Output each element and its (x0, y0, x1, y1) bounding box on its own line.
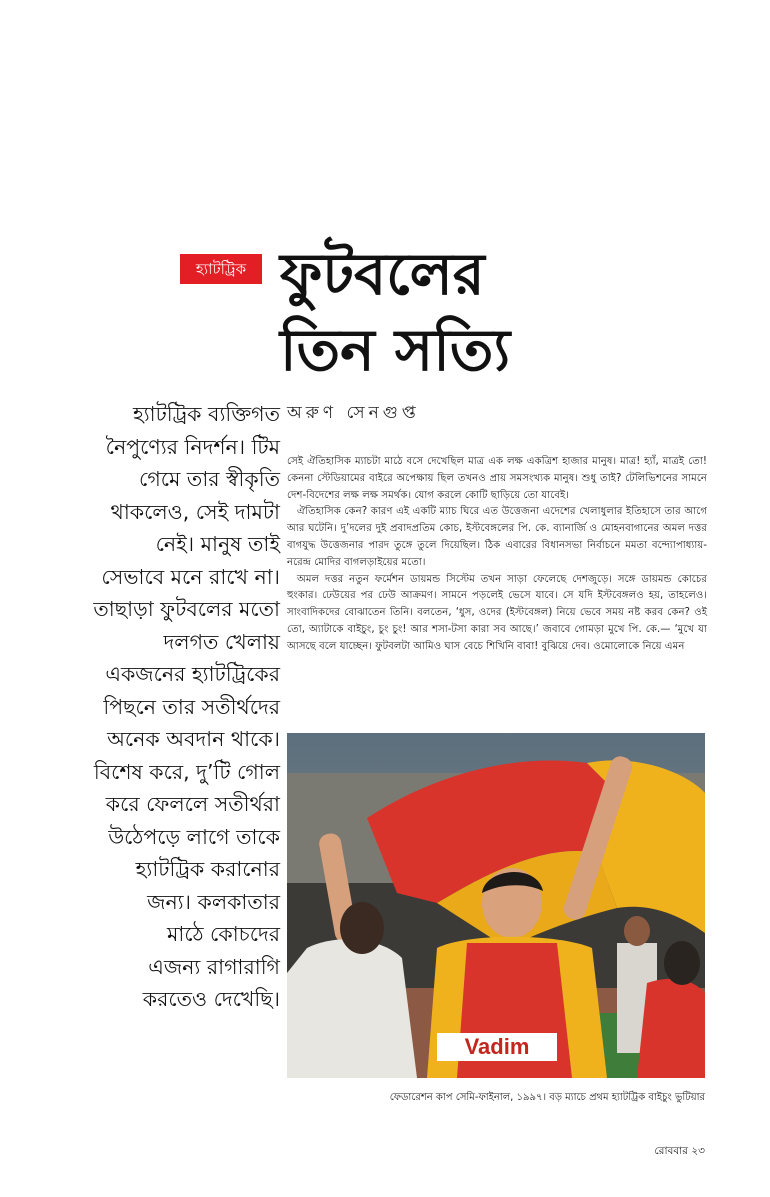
match-photo (287, 733, 705, 1078)
body-paragraph: ঐতিহাসিক কেন? কারণ এই একটি ম্যাচ ঘিরে এত উত্তেজনা এদেশের খেলাধুলার ইতিহাসে তার আগে আর ঘটেনি। দু’দলের দুই প্রবাদপ্রতিম কোচ, ইস্টবেঙ্গলের পি. কে. ব্যানার্জি ও মোহনবাগানের অমল দত্তর বাগযুদ্ধ উত্তেজনার পারদ তুঙ্গে তুলে দিয়েছিল। ঠিক এবারের বিধানসভা নির্বাচনে মমতা বন্দ্যোপাধ্যায়-নরেন্দ্র মোদির বাগলড়াইয়ের মতো। (287, 506, 707, 568)
pull-quote-line: মাঠে কোচদের (167, 922, 280, 946)
byline: অরুণ সেনগুপ্ত (287, 403, 420, 423)
photo-illustration (287, 733, 705, 1078)
pull-quote-line: সেভাবে মনে রাখে না। (101, 564, 280, 589)
pull-quote-line: এজন্য রাগারাগি (148, 954, 280, 979)
headline-line: তিন সত্যি (280, 316, 511, 384)
pull-quote-line: পিছনে তার সতীর্থদের (103, 694, 280, 719)
pull-quote-line: হ্যাটট্রিক ব্যক্তিগত (132, 402, 280, 426)
pull-quote-line: করতেও দেখেছি। (142, 987, 280, 1011)
article-body (287, 454, 707, 656)
headline-line: ফুটবলের (280, 240, 485, 308)
pull-quote-line: বিশেষ করে, দু’টি গোল (93, 759, 280, 784)
teammate-figure (287, 939, 417, 1078)
pull-quote-line: উঠেপড়ে লাগে তাকে (108, 824, 280, 849)
pull-quote-line: হ্যাটট্রিক করানোর (135, 857, 280, 881)
bystander-head (624, 916, 650, 946)
jersey-sponsor-text: Vadim (464, 1034, 530, 1059)
pull-quote-line: অনেক অবদান থাকে। (107, 727, 280, 751)
headline (280, 236, 720, 388)
pull-quote-line: নৈপুণ্যের নিদর্শন। টিম (105, 434, 280, 459)
pull-quote-line: দলগত খেলায় (163, 629, 280, 654)
pull-quote-line: করে ফেললে সতীর্থরা (105, 792, 280, 816)
pull-quote-line: থাকলেও, সেই দামটা (110, 499, 280, 524)
teammate-head (340, 902, 384, 954)
photo-caption: ফেডারেশন কাপ সেমি-ফাইনাল, ১৯৯৭। বড় ম্যাচে প্রথম হ্যাটট্রিক বাইচুং ভুটিয়ার (389, 1092, 705, 1103)
page-folio: রোববার ২৩ (654, 1145, 705, 1157)
body-paragraph: অমল দত্তর নতুন ফর্মেশন ডায়মন্ড সিস্টেম তখন সাড়া ফেলেছে দেশজুড়ে। সঙ্গে ডায়মন্ড কোচের হুংকার। ঢেউয়ের পর ঢেউ আক্রমণ। সামনে পড়লেই ভেসে যাবে। সে যদি ইস্টবেঙ্গলও হয়, তাহলেও। সাংবাদিকদের বোঝাতেন তিনি। বলতেন, ‘ধুস, ওদের (ইস্টবেঙ্গল) নিয়ে ভেবে সময় নষ্ট করব কেন? ওই তো, অ্যাটাকে বাইচুং, চুং চুং! আর শসা-টসা কারা সব আছে।’ জবাবে গোমড়া মুখে পি. কে.— ‘মুখে যা আসছে বলে যাচ্ছেন। ফুটবলটা আমিও ঘাস বেচে শিখিনি বাবা! বুঝিয়ে দেব। ওমোলোকে নিয়ে এমন (287, 573, 707, 652)
player-right-head (664, 941, 700, 985)
player-right-figure (637, 979, 705, 1078)
pull-quote (50, 398, 280, 1016)
pull-quote-line: জন্য। কলকাতার (147, 889, 280, 914)
pull-quote-line: একজনের হ্যাটট্রিকের (105, 662, 280, 686)
pull-quote-line: নেই। মানুষ তাই (155, 532, 280, 556)
pull-quote-line: তাছাড়া ফুটবলের মতো (93, 597, 280, 621)
pull-quote-line: গেমে তার স্বীকৃতি (139, 467, 280, 491)
section-tag: হ্যাটট্রিক (180, 254, 262, 284)
body-paragraph: সেই ঐতিহাসিক ম্যাচটা মাঠে বসে দেখেছিল মাত্র এক লক্ষ একত্রিশ হাজার মানুষ। মাত্র! হ্যাঁ, মাত্রই তো! কেননা স্টেডিয়ামের বাইরে অপেক্ষায় ছিল তখনও প্রায় সমসংখ্যক মানুষ। শুধু তাই? টেলিভিশনের সামনে দেশ-বিদেশের লক্ষ লক্ষ সমর্থক। যোগ করলে কোটি ছাড়িয়ে তো যাবেই। (287, 456, 707, 501)
